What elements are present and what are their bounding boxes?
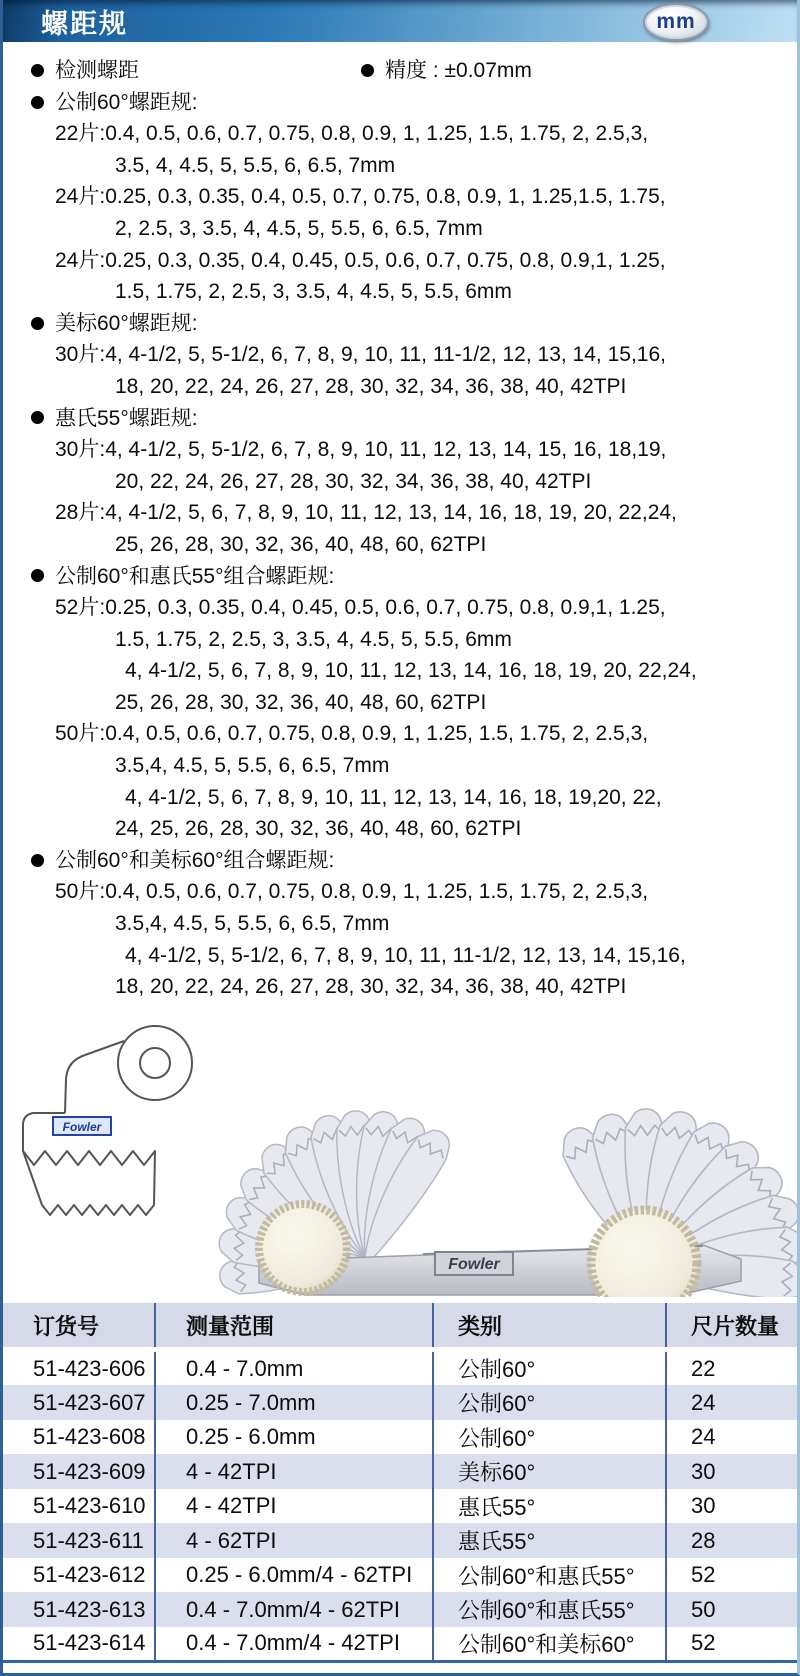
order-number: 51-423-609 [33,1458,146,1484]
table-row [3,1558,797,1593]
table-row [3,1350,797,1386]
blade-count: 52 [666,1627,797,1662]
order-table-body [3,1350,797,1662]
spec-wrap-line: 3.5,4, 4.5, 5, 5.5, 6, 6.5, 7mm [115,912,390,936]
bullet-icon [361,64,374,77]
spec-section-title: 公制60°螺距规: [3,87,797,119]
order-number: 51-423-613 [33,1596,146,1622]
measuring-range: 0.4 - 7.0mm [155,1350,433,1386]
spec-set-line: 24片:0.25, 0.3, 0.35, 0.4, 0.45, 0.5, 0.6, 0.7, 0.75, 0.8, 0.9,1, 1.25, [55,248,666,272]
category: 公制60°和惠氏55° [433,1558,666,1593]
measuring-range: 4 - 42TPI [155,1454,433,1489]
column-header-0: 订货号 [3,1303,155,1350]
spec-feature: 检测螺距 [31,55,361,87]
mm-unit-badge [643,3,709,41]
spec-wrap-line: 18, 20, 22, 24, 26, 27, 28, 30, 32, 34, 36, 38, 40, 42TPI [115,374,627,398]
spec-section-title: 惠氏55°螺距规: [3,403,797,435]
spec-wrap-line: 18, 20, 22, 24, 26, 27, 28, 30, 32, 34, 36, 38, 40, 42TPI [115,975,627,999]
spec-set-line: 52片:0.25, 0.3, 0.35, 0.4, 0.45, 0.5, 0.6, 0.7, 0.75, 0.8, 0.9,1, 1.25, [55,596,666,620]
order-number: 51-423-607 [33,1389,146,1415]
bullet-icon [31,569,44,582]
spec-wrap-line: 25, 26, 28, 30, 32, 36, 40, 48, 60, 62TPI [115,532,487,556]
blade-count: 24 [666,1385,797,1420]
table-row [3,1385,797,1420]
blade-outline-drawing [23,1026,192,1215]
spec-wrap-line: 3.5, 4, 4.5, 5, 5.5, 6, 6.5, 7mm [115,153,396,177]
table-row [3,1489,797,1524]
category: 公制60°和美标60° [433,1627,666,1662]
order-table-header-row [3,1303,797,1350]
blade-count: 30 [666,1454,797,1489]
spec-wrap-line: 4, 4-1/2, 5, 6, 7, 8, 9, 10, 11, 12, 13, 14, 16, 18, 19, 20, 22,24, [125,659,697,683]
spec-wrap-line: 20, 22, 24, 26, 27, 28, 30, 32, 34, 36, 38, 40, 42TPI [115,469,592,493]
spec-wrap-line: 4, 4-1/2, 5, 6, 7, 8, 9, 10, 11, 12, 13, 14, 16, 18, 19,20, 22, [125,785,662,809]
blade-count: 22 [666,1350,797,1386]
category: 美标60° [433,1454,666,1489]
category: 惠氏55° [433,1489,666,1524]
spec-wrap-line: 25, 26, 28, 30, 32, 36, 40, 48, 60, 62TPI [115,690,487,714]
measuring-range: 4 - 62TPI [155,1523,433,1558]
spec-section-title: 美标60°螺距规: [3,308,797,340]
table-row [3,1627,797,1662]
brand-label-outline: Fowler [62,1119,102,1134]
blade-count: 28 [666,1523,797,1558]
spec-set-line: 30片:4, 4-1/2, 5, 5-1/2, 6, 7, 8, 9, 10, 11, 12, 13, 14, 15, 16, 18,19, [55,438,667,462]
spec-wrap-line: 1.5, 1.75, 2, 2.5, 3, 3.5, 4, 4.5, 5, 5.5, 6mm [115,280,512,304]
measuring-range: 0.25 - 6.0mm/4 - 62TPI [155,1558,433,1593]
order-table [3,1303,797,1663]
bullet-icon [31,854,44,867]
category: 公制60° [433,1420,666,1455]
page-header [3,0,797,42]
spec-list [3,42,797,1003]
spec-section-title: 公制60°和美标60°组合螺距规: [3,845,797,877]
bullet-icon [31,317,44,330]
column-header-1: 测量范围 [155,1303,433,1350]
gauge-photo [217,1108,797,1297]
spec-set-line: 50片:0.4, 0.5, 0.6, 0.7, 0.75, 0.8, 0.9, 1, 1.25, 1.5, 1.75, 2, 2.5,3, [55,880,649,904]
order-number: 51-423-614 [3,1627,155,1662]
column-header-3: 尺片数量 [666,1303,797,1350]
measuring-range: 4 - 42TPI [155,1489,433,1524]
blade-count: 50 [666,1592,797,1627]
brand-label-body: Fowler [448,1255,500,1273]
blade-count: 52 [666,1558,797,1593]
spec-set-line: 22片:0.4, 0.5, 0.6, 0.7, 0.75, 0.8, 0.9, 1, 1.25, 1.5, 1.75, 2, 2.5,3, [55,122,649,146]
measuring-range: 0.25 - 6.0mm [155,1420,433,1455]
category: 公制60°和惠氏55° [433,1592,666,1627]
product-image [3,1005,797,1297]
order-number: 51-423-610 [33,1493,146,1519]
column-header-2: 类别 [433,1303,666,1350]
measuring-range: 0.25 - 7.0mm [155,1385,433,1420]
spec-accuracy: 精度 : ±0.07mm [361,55,532,87]
spec-wrap-line: 24, 25, 26, 28, 30, 32, 36, 40, 48, 60, 62TPI [115,817,522,841]
measuring-range: 0.4 - 7.0mm/4 - 62TPI [155,1592,433,1627]
spec-wrap-line: 1.5, 1.75, 2, 2.5, 3, 3.5, 4, 4.5, 5, 5.5, 6mm [115,627,512,651]
spec-set-line: 24片:0.25, 0.3, 0.35, 0.4, 0.5, 0.7, 0.75, 0.8, 0.9, 1, 1.25,1.5, 1.75, [55,185,666,209]
spec-wrap-line: 4, 4-1/2, 5, 5-1/2, 6, 7, 8, 9, 10, 11, 11-1/2, 12, 13, 14, 15,16, [125,943,686,967]
mm-unit-label: mm [656,10,696,33]
table-row [3,1523,797,1558]
table-row [3,1454,797,1489]
table-row [3,1420,797,1455]
category: 公制60° [433,1350,666,1386]
blade-count: 30 [666,1489,797,1524]
order-number: 51-423-606 [33,1355,146,1381]
spec-wrap-line: 2, 2.5, 3, 3.5, 4, 4.5, 5, 5.5, 6, 6.5, 7mm [115,216,483,240]
spec-set-line: 28片:4, 4-1/2, 5, 6, 7, 8, 9, 10, 11, 12, 13, 14, 16, 18, 19, 20, 22,24, [55,501,677,525]
order-number: 51-423-611 [33,1527,144,1553]
spec-set-line: 30片:4, 4-1/2, 5, 5-1/2, 6, 7, 8, 9, 10, 11, 11-1/2, 12, 13, 14, 15,16, [55,343,666,367]
spec-section-title: 公制60°和惠氏55°组合螺距规: [3,561,797,593]
page-title: 螺距规 [41,8,128,39]
spec-set-line: 50片:0.4, 0.5, 0.6, 0.7, 0.75, 0.8, 0.9, 1, 1.25, 1.5, 1.75, 2, 2.5,3, [55,722,649,746]
thread-gauge-illustration [3,1005,797,1297]
table-row [3,1592,797,1627]
spec-wrap-line: 3.5,4, 4.5, 5, 5.5, 6, 6.5, 7mm [115,754,390,778]
order-number: 51-423-608 [33,1424,146,1450]
order-number: 51-423-612 [33,1562,146,1588]
measuring-range: 0.4 - 7.0mm/4 - 42TPI [155,1627,433,1662]
bullet-icon [31,96,44,109]
category: 惠氏55° [433,1523,666,1558]
category: 公制60° [433,1385,666,1420]
bullet-icon [31,411,44,424]
spec-line-dual [3,55,797,87]
blade-count: 24 [666,1420,797,1455]
bullet-icon [31,64,44,77]
